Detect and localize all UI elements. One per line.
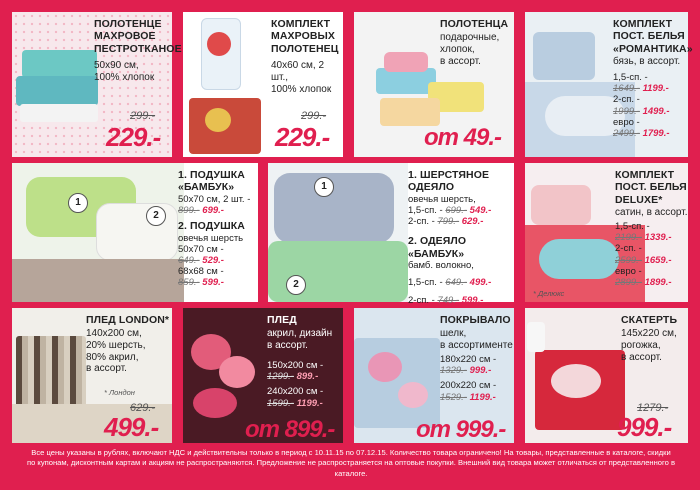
towel-set-title: КОМПЛЕКТ МАХРОВЫХ ПОЛОТЕНЕЦ — [271, 18, 339, 55]
card-blankets — [268, 163, 514, 306]
towel-set-old-price: 299.- — [301, 110, 327, 122]
card-towel — [12, 12, 182, 157]
card-gift-towels — [354, 12, 514, 157]
gift-towels-price: от 49.- — [424, 124, 502, 151]
towel-set-desc: 40х60 см, 2 шт., 100% хлопок — [271, 60, 332, 95]
london-price: 499.- — [104, 412, 159, 442]
card-pillows — [12, 163, 258, 302]
bedspread-desc: шелк, в ассортименте — [440, 328, 513, 351]
price-row: 1,5-сп. - — [613, 72, 648, 83]
deluxe-desc: сатин, в ассорт. — [615, 207, 688, 218]
tablecloth-price: 999.- — [617, 412, 672, 442]
romantika-title: КОМПЛЕКТ ПОСТ. БЕЛЬЯ «РОМАНТИКА» — [613, 18, 693, 55]
tablecloth-title: СКАТЕРТЬ — [621, 314, 678, 326]
price-row: 2499.- 1799.- — [613, 128, 670, 140]
plaid-desc: акрил, дизайн в ассорт. — [267, 328, 333, 351]
price-row: 1999.- 1499.- — [613, 105, 670, 117]
price-row: евро - — [613, 116, 640, 128]
plaid-title: ПЛЕД — [267, 314, 297, 326]
bedspread-title: ПОКРЫВАЛО — [440, 314, 511, 326]
towel-set-price: 229.- — [275, 122, 330, 152]
deluxe-note: * Делюкс — [533, 289, 565, 298]
card-bedspread — [354, 308, 514, 443]
card-plaid — [183, 308, 343, 443]
london-title: ПЛЕД LONDON* — [86, 314, 170, 326]
pillows-text: 1. ПОДУШКА «БАМБУК» 50х70 см, 2 шт. - 899.- 699.- 2. ПОДУШКА овечья шерсть 50х70 см - 649.- 529.- 68х68 см - 859.- 599.- — [178, 169, 251, 289]
price-row: 1649.- 1199.- — [613, 83, 669, 95]
bedspread-price: от 999.- — [416, 416, 506, 443]
price-row: 2-сп. - — [613, 94, 640, 106]
gift-towels-title: ПОЛОТЕНЦА — [440, 18, 509, 30]
towel-desc: 50х90 см, 100% хлопок — [94, 60, 155, 83]
london-note: * Лондон — [104, 388, 135, 397]
london-old-price: 629.- — [130, 402, 156, 414]
london-desc: 140х200 см, 20% шерсть, 80% акрил, в ассорт. — [86, 328, 146, 375]
towel-title: ПОЛОТЕНЦЕ МАХРОВОЕ ПЕСТРОТКАНОЕ — [94, 18, 182, 55]
romantika-prices — [613, 72, 670, 139]
card-london — [12, 308, 172, 443]
blankets-text: 1. ШЕРСТЯНОЕ ОДЕЯЛО овечья шерсть, 1,5-сп. - 699.- 549.- 2-сп. - 799.- 629.- 2. ОДЕЯЛО «БАМБУК» бамб. волокно, 1,5-сп. - 649.- 499.- 2-сп. - 749.- 599.- — [408, 169, 492, 306]
card-romantika — [525, 12, 693, 157]
tablecloth-old-price: 1279.- — [637, 402, 669, 414]
gift-towels-desc: подарочные, хлопок, в ассорт. — [440, 32, 500, 67]
towel-old-price: 299.- — [130, 110, 156, 122]
deluxe-title: КОМПЛЕКТ ПОСТ. БЕЛЬЯ DELUXE* — [615, 169, 687, 206]
pillow-badge-2: 2 — [146, 206, 166, 226]
deluxe-prices: 1,5-сп. - 2199.- 1339.- 2-сп. - 2599.- 1659.- евро - 2899.- 1899.- — [615, 221, 672, 289]
blanket-badge-2: 2 — [286, 275, 306, 295]
towel-price: 229.- — [106, 122, 161, 152]
pillows-image — [12, 163, 184, 302]
plaid-price: от 899.- — [245, 416, 335, 443]
romantika-desc: бязь, в ассорт. — [613, 56, 681, 67]
blanket-badge-1: 1 — [314, 177, 334, 197]
plaid-prices: 150х200 см - 1299.- 899.- 240х200 см - 1599.- 1199.- — [267, 360, 324, 409]
card-tablecloth — [525, 308, 688, 443]
bedspread-prices: 180х220 см - 1329.- 999.- 200х220 см - 1529.- 1199.- — [440, 354, 497, 403]
pillow-badge-1: 1 — [68, 193, 88, 213]
card-towel-set — [183, 12, 343, 157]
footer-disclaimer: Все цены указаны в рублях, включают НДС и действительны только в период с 10.11.15 по 07.12.15. Количество товара ограничено! На товары, представленные в каталоге, скидки по купонам, дисконтным картам и акциям не распространяются. Предложение не распространяется на оптовые покупки. Внешний вид товара может отличаться от представленного в каталоге. — [26, 448, 676, 478]
tablecloth-desc: 145х220 см, рогожка, в ассорт. — [621, 328, 677, 363]
card-deluxe — [525, 163, 688, 302]
